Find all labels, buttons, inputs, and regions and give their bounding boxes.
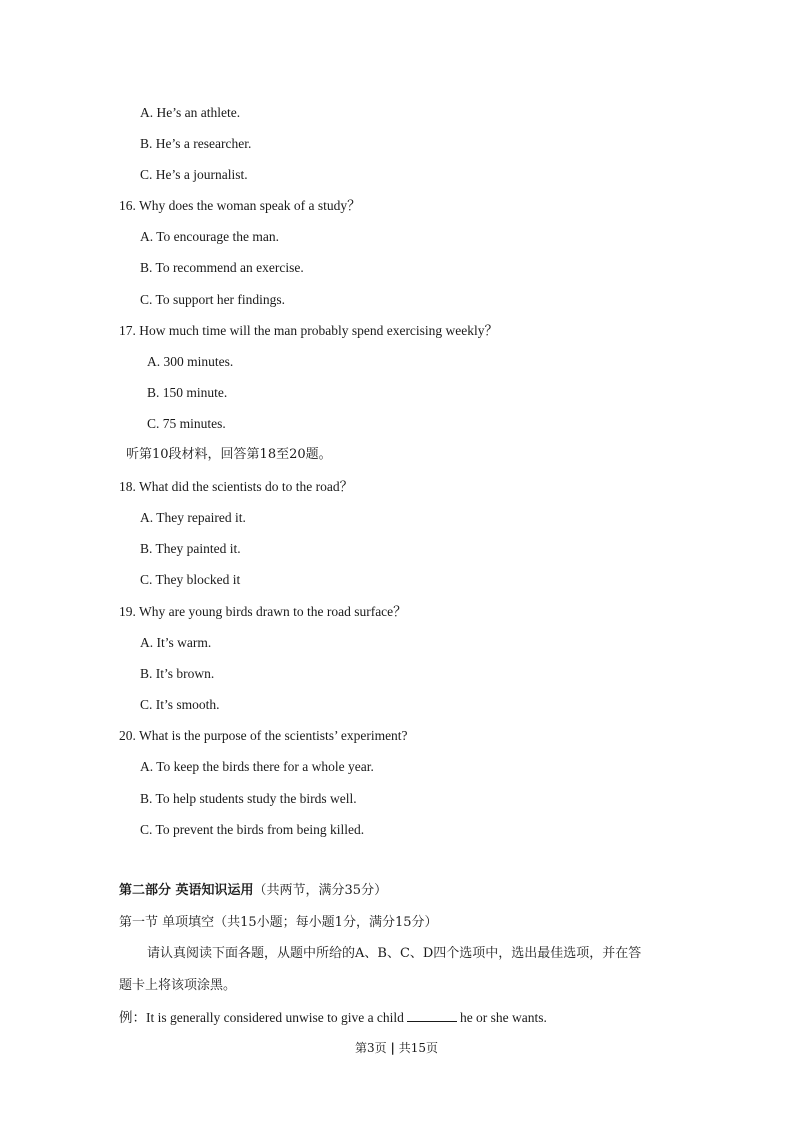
q18-option-a: A. They repaired it.: [140, 510, 246, 525]
part2-title: 第二部分 英语知识运用: [119, 883, 254, 898]
part2-heading: [119, 883, 387, 899]
q15-option-a: A. He’s an athlete.: [140, 105, 241, 120]
q18-option-b: B. They painted it.: [140, 541, 241, 556]
q17-stem: 17. How much time will the man probably spend exercising weekly？: [119, 323, 499, 338]
q16-option-b: B. To recommend an exercise.: [140, 260, 304, 275]
q20-option-b: B. To help students study the birds well.: [140, 791, 357, 806]
listening-instruction: 听第10段材料，回答第18至20题。: [126, 447, 332, 462]
q16-stem: 16. Why does the woman speak of a study？: [119, 198, 361, 213]
example-suffix: he or she wants.: [459, 1010, 547, 1025]
q20-option-c: C. To prevent the birds from being killed.: [140, 822, 365, 837]
directions-line-1: 请认真阅读下面各题，从题中所给的A、B、C、D四个选项中，选出最佳选项，并在答: [147, 946, 642, 961]
page-footer: [0, 1040, 793, 1056]
q19-stem: 19. Why are young birds drawn to the road surface？: [119, 604, 407, 619]
footer-total: 共15页: [398, 1041, 438, 1055]
example-sentence: [119, 1009, 547, 1026]
q20-stem: 20. What is the purpose of the scientists’ experiment?: [119, 728, 408, 743]
q16-option-a: A. To encourage the man.: [140, 229, 280, 244]
q19-option-b: B. It’s brown.: [140, 666, 215, 681]
section1-heading: 第一节 单项填空（共15小题；每小题1分，满分15分）: [119, 915, 438, 930]
q18-option-c: C. They blocked it: [140, 572, 241, 587]
q15-option-c: C. He’s a journalist.: [140, 167, 248, 182]
q17-option-b: B. 150 minute.: [147, 385, 228, 400]
q17-option-a: A. 300 minutes.: [147, 354, 234, 369]
example-prefix: 例：It is generally considered unwise to give a child: [119, 1010, 404, 1025]
q18-stem: 18. What did the scientists do to the road？: [119, 479, 354, 494]
footer-page: 第3页: [355, 1041, 387, 1055]
q16-option-c: C. To support her findings.: [140, 292, 286, 307]
directions-line-2: 题卡上将该项涂黑。: [119, 978, 237, 993]
q15-option-b: B. He’s a researcher.: [140, 136, 252, 151]
part2-subtitle: （共两节，满分35分）: [253, 883, 388, 898]
example-blank: [407, 1009, 457, 1022]
q20-option-a: A. To keep the birds there for a whole year.: [140, 759, 374, 774]
footer-separator: |: [390, 1041, 395, 1055]
q19-option-a: A. It’s warm.: [140, 635, 212, 650]
q17-option-c: C. 75 minutes.: [147, 416, 226, 431]
q19-option-c: C. It’s smooth.: [140, 697, 220, 712]
